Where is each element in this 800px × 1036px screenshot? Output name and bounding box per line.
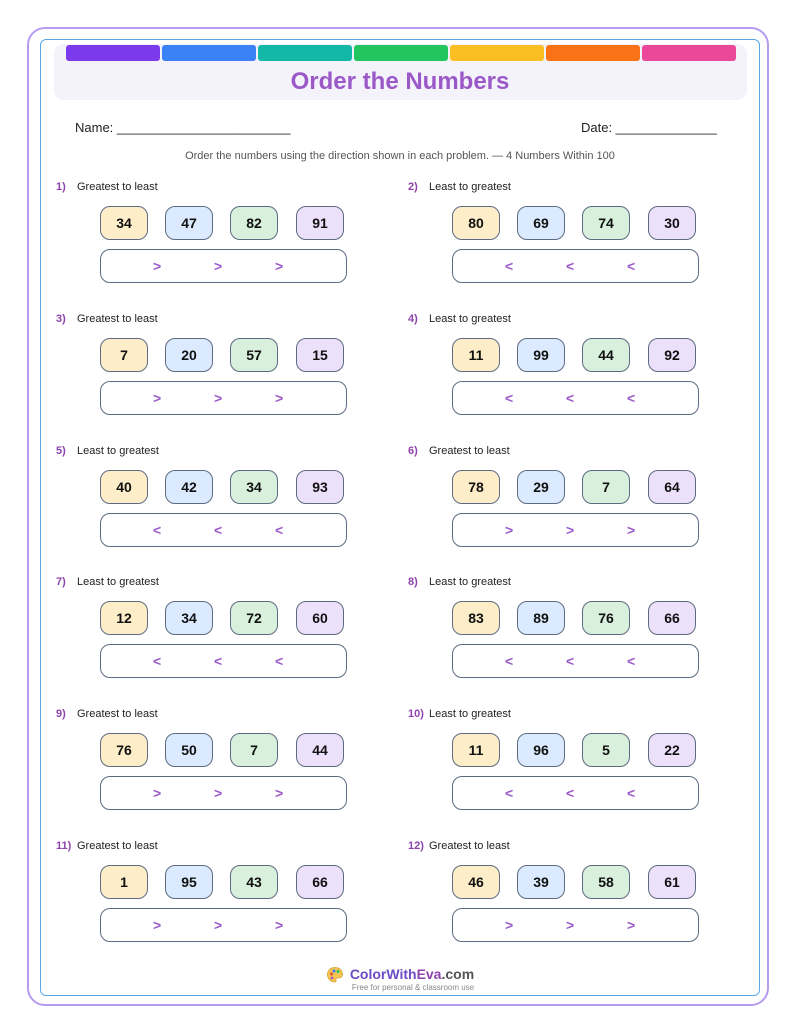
comparison-symbol: >: [275, 258, 284, 274]
number-box: 7: [100, 338, 148, 372]
number-box: 99: [517, 338, 565, 372]
answer-box[interactable]: [452, 381, 699, 415]
comparison-symbol: <: [214, 653, 223, 670]
answer-box[interactable]: [452, 249, 699, 283]
problem-number: 11): [56, 840, 72, 852]
comparison-symbol: >: [214, 389, 223, 406]
comparison-symbol: <: [627, 389, 636, 406]
number-box: 76: [582, 601, 630, 635]
problem-direction: Least to greatest: [77, 444, 159, 457]
number-box: 1: [100, 865, 148, 899]
number-box: 40: [100, 470, 148, 504]
problem-10: [408, 708, 708, 828]
comparison-symbol: <: [275, 521, 284, 538]
problem-direction: Least to greatest: [429, 576, 511, 589]
brand-text-b: Eva: [416, 966, 442, 982]
color-bar-segment: [450, 45, 544, 61]
comparison-symbol: >: [153, 258, 162, 274]
name-field[interactable]: Name: ________________________: [75, 120, 291, 135]
comparison-symbol: >: [505, 917, 514, 933]
number-box: 15: [296, 338, 344, 372]
problem-6: [408, 445, 708, 565]
problem-number: 6): [408, 444, 418, 457]
comparison-symbol: <: [505, 389, 514, 406]
comparison-symbol: >: [275, 389, 284, 406]
number-box: 22: [648, 733, 696, 767]
number-box: 61: [648, 865, 696, 899]
number-box: 60: [296, 601, 344, 635]
problem-1: [56, 181, 356, 301]
number-box: 83: [452, 601, 500, 635]
problem-direction: Least to greatest: [77, 576, 159, 589]
comparison-symbol: <: [566, 389, 575, 406]
answer-box[interactable]: [100, 908, 347, 942]
comparison-symbol: >: [214, 917, 223, 933]
number-box: 11: [452, 338, 500, 372]
number-box: 42: [165, 470, 213, 504]
comparison-symbol: >: [566, 521, 575, 538]
problem-4: [408, 313, 708, 433]
number-box: 74: [582, 206, 630, 240]
problem-number: 1): [56, 181, 66, 193]
problem-direction: Least to greatest: [429, 312, 511, 325]
comparison-symbol: >: [214, 785, 223, 802]
brand-text-a: ColorWith: [349, 966, 417, 982]
number-box: 72: [230, 601, 278, 635]
problem-number: 5): [56, 444, 66, 457]
number-box: 44: [296, 733, 344, 767]
brand-text-c: .com: [441, 966, 475, 982]
problem-number: 8): [408, 576, 418, 589]
comparison-symbol: >: [627, 917, 636, 933]
page-title: Order the Numbers: [290, 68, 510, 95]
number-box: 92: [648, 338, 696, 372]
comparison-symbol: >: [153, 917, 162, 933]
problem-number: 9): [56, 708, 66, 721]
color-bar-segment: [546, 45, 640, 61]
problem-2: [408, 181, 708, 301]
number-box: 78: [452, 470, 500, 504]
answer-box[interactable]: [100, 513, 347, 547]
color-bar-segment: [642, 45, 736, 61]
problem-direction: Greatest to least: [77, 840, 158, 852]
comparison-symbol: <: [505, 785, 514, 802]
problem-number: 2): [408, 181, 418, 193]
problem-number: 3): [56, 312, 66, 325]
rainbow-color-bar: [66, 45, 736, 61]
problem-direction: Greatest to least: [77, 181, 158, 193]
problem-3: [56, 313, 356, 433]
number-box: 44: [582, 338, 630, 372]
problem-12: [408, 840, 708, 960]
problem-11: [56, 840, 356, 960]
number-box: 58: [582, 865, 630, 899]
problem-8: [408, 576, 708, 696]
problem-9: [56, 708, 356, 828]
instructions: Order the numbers using the direction shown in each problem. — 4 Numbers Within 100: [185, 150, 615, 162]
problem-direction: Greatest to least: [429, 840, 510, 852]
palette-icon: [326, 966, 344, 984]
number-box: 34: [100, 206, 148, 240]
comparison-symbol: >: [214, 258, 223, 274]
number-box: 30: [648, 206, 696, 240]
number-box: 50: [165, 733, 213, 767]
comparison-symbol: >: [627, 521, 636, 538]
color-bar-segment: [354, 45, 448, 61]
number-box: 89: [517, 601, 565, 635]
comparison-symbol: <: [275, 653, 284, 670]
comparison-symbol: >: [505, 521, 514, 538]
answer-box[interactable]: [100, 644, 347, 678]
problem-number: 12): [408, 840, 424, 852]
comparison-symbol: <: [627, 258, 636, 274]
comparison-symbol: <: [627, 785, 636, 802]
problem-number: 4): [408, 312, 418, 325]
number-box: 66: [296, 865, 344, 899]
footer-brand[interactable]: [0, 966, 800, 984]
problem-5: [56, 445, 356, 565]
footer-tagline: Free for personal & classroom use: [351, 983, 475, 993]
number-box: 80: [452, 206, 500, 240]
comparison-symbol: <: [153, 521, 162, 538]
comparison-symbol: >: [275, 917, 284, 933]
answer-box[interactable]: [452, 908, 699, 942]
color-bar-segment: [66, 45, 160, 61]
problem-direction: Greatest to least: [77, 312, 158, 325]
number-box: 7: [230, 733, 278, 767]
number-box: 7: [582, 470, 630, 504]
answer-box[interactable]: [100, 249, 347, 283]
number-box: 57: [230, 338, 278, 372]
number-box: 46: [452, 865, 500, 899]
comparison-symbol: <: [153, 653, 162, 670]
number-box: 93: [296, 470, 344, 504]
number-box: 11: [452, 733, 500, 767]
answer-box[interactable]: [452, 513, 699, 547]
number-box: 91: [296, 206, 344, 240]
date-field[interactable]: Date: ______________: [581, 120, 717, 135]
comparison-symbol: <: [505, 653, 514, 670]
comparison-symbol: <: [566, 653, 575, 670]
comparison-symbol: >: [153, 389, 162, 406]
problem-number: 7): [56, 576, 66, 589]
answer-box[interactable]: [100, 381, 347, 415]
answer-box[interactable]: [100, 776, 347, 810]
comparison-symbol: <: [627, 653, 636, 670]
number-box: 12: [100, 601, 148, 635]
number-box: 95: [165, 865, 213, 899]
number-box: 34: [165, 601, 213, 635]
comparison-symbol: >: [566, 917, 575, 933]
number-box: 47: [165, 206, 213, 240]
answer-box[interactable]: [452, 776, 699, 810]
comparison-symbol: <: [214, 521, 223, 538]
number-box: 29: [517, 470, 565, 504]
number-box: 43: [230, 865, 278, 899]
number-box: 69: [517, 206, 565, 240]
problem-direction: Least to greatest: [429, 181, 511, 193]
color-bar-segment: [258, 45, 352, 61]
answer-box[interactable]: [452, 644, 699, 678]
footer: [0, 966, 800, 992]
comparison-symbol: <: [566, 258, 575, 274]
problem-direction: Greatest to least: [429, 444, 510, 457]
comparison-symbol: >: [275, 785, 284, 802]
number-box: 5: [582, 733, 630, 767]
number-box: 96: [517, 733, 565, 767]
problem-number: 10): [408, 708, 424, 721]
number-box: 76: [100, 733, 148, 767]
problem-7: [56, 576, 356, 696]
number-box: 39: [517, 865, 565, 899]
problem-direction: Greatest to least: [77, 708, 158, 721]
color-bar-segment: [162, 45, 256, 61]
problem-direction: Least to greatest: [429, 708, 511, 721]
comparison-symbol: >: [153, 785, 162, 802]
number-box: 20: [165, 338, 213, 372]
comparison-symbol: <: [566, 785, 575, 802]
number-box: 66: [648, 601, 696, 635]
number-box: 34: [230, 470, 278, 504]
comparison-symbol: <: [505, 258, 514, 274]
number-box: 82: [230, 206, 278, 240]
number-box: 64: [648, 470, 696, 504]
